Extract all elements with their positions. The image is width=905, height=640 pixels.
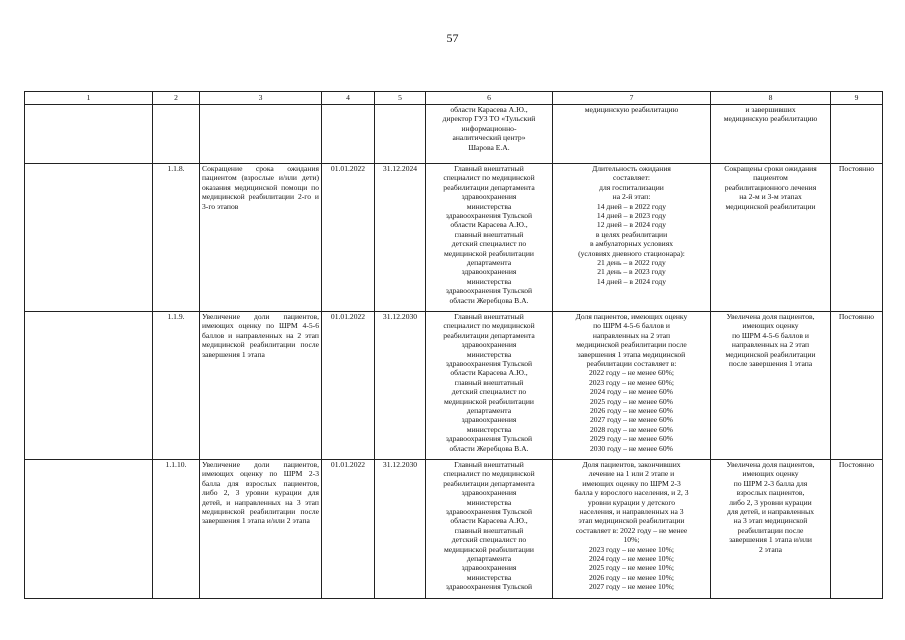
measure-title: Увеличение доли пациентов, имеющих оценку по ШРМ 4-5-6 баллов и направленных на 2 этап медицинской реабилитации после завершения 1 этапа bbox=[200, 312, 322, 460]
column-header: 2 bbox=[153, 92, 200, 105]
end-date: 31.12.2030 bbox=[375, 460, 426, 599]
frequency bbox=[831, 105, 883, 164]
row-blank-cell bbox=[25, 164, 153, 312]
column-header: 1 bbox=[25, 92, 153, 105]
responsible-persons: Главный внештатный специалист по медицинской реабилитации департамента здравоохранения министерства здравоохранения Тульской области Карасева А.Ю., главный внештатный детский специалист по медицинской реабилитации департамента здравоохранения министерства здравоохранения Тульской области Жеребцова В.А. bbox=[426, 164, 553, 312]
column-number-row bbox=[25, 92, 883, 105]
measure-number: 1.1.10. bbox=[153, 460, 200, 599]
column-header: 6 bbox=[426, 92, 553, 105]
measure-number: 1.1.8. bbox=[153, 164, 200, 312]
row-blank-cell bbox=[25, 312, 153, 460]
expected-result: и завершивших медицинскую реабилитацию bbox=[711, 105, 831, 164]
target-indicator: Доля пациентов, имеющих оценку по ШРМ 4-5-6 баллов и направленных на 2 этап медицинской реабилитации после завершения 1 этапа медицинской реабилитации составляет в: 2022 году – не менее 60%; 2023 году – не менее 60%; 2024 году – не менее 60% 2025 году – не менее 60% 2026 году – не менее 60% 2027 году – не менее 60% 2028 году – не менее 60% 2029 году – не менее 60% 2030 году – не менее 60% bbox=[553, 312, 711, 460]
column-header: 7 bbox=[553, 92, 711, 105]
end-date: 31.12.2024 bbox=[375, 164, 426, 312]
column-header: 9 bbox=[831, 92, 883, 105]
responsible-persons: области Карасева А.Ю., директор ГУЗ ТО «Тульский информационно- аналитический центр» Шарова Е.А. bbox=[426, 105, 553, 164]
expected-result: Увеличена доля пациентов, имеющих оценку по ШРМ 2-3 балла для взрослых пациентов, либо 2, 3 уровни курации для детей, и направленных на 3 этап медицинской реабилитации после завершения 1 этапа и/или 2 этапа bbox=[711, 460, 831, 599]
row-blank-cell bbox=[25, 460, 153, 599]
measure-number: 1.1.9. bbox=[153, 312, 200, 460]
measure-number bbox=[153, 105, 200, 164]
start-date: 01.01.2022 bbox=[322, 312, 375, 460]
table-row bbox=[25, 164, 883, 312]
page-number: 57 bbox=[446, 31, 459, 45]
target-indicator: Длительность ожидания составляет: для госпитализации на 2-й этап: 14 дней – в 2022 году 14 дней – в 2023 году 12 дней – в 2024 году в целях реабилитации в амбулаторных условиях (условиях дневного стационара): 21 день – в 2022 году 21 день – в 2023 году 14 дней – в 2024 году bbox=[553, 164, 711, 312]
start-date: 01.01.2022 bbox=[322, 460, 375, 599]
target-indicator: Доля пациентов, закончивших лечение на 1 или 2 этапе и имеющих оценку по ШРМ 2-3 балла у взрослого населения, и 2, 3 уровни курации у детского населения, и направленных на 3 этап медицинской реабилитации составляет в: 2022 году – не менее 10%; 2023 году – не менее 10%; 2024 году – не менее 10%; 2025 году – не менее 10%; 2026 году – не менее 10%; 2027 году – не менее 10%; bbox=[553, 460, 711, 599]
frequency: Постоянно bbox=[831, 164, 883, 312]
frequency: Постоянно bbox=[831, 312, 883, 460]
table-row bbox=[25, 460, 883, 599]
column-header: 8 bbox=[711, 92, 831, 105]
column-header: 5 bbox=[375, 92, 426, 105]
row-blank-cell bbox=[25, 105, 153, 164]
table-row bbox=[25, 105, 883, 164]
column-header: 4 bbox=[322, 92, 375, 105]
target-indicator: медицинскую реабилитацию bbox=[553, 105, 711, 164]
responsible-persons: Главный внештатный специалист по медицинской реабилитации департамента здравоохранения министерства здравоохранения Тульской области Карасева А.Ю., главный внештатный детский специалист по медицинской реабилитации департамента здравоохранения министерства здравоохранения Тульской области Жеребцова В.А. bbox=[426, 312, 553, 460]
frequency: Постоянно bbox=[831, 460, 883, 599]
responsible-persons: Главный внештатный специалист по медицинской реабилитации департамента здравоохранения министерства здравоохранения Тульской области Карасева А.Ю., главный внештатный детский специалист по медицинской реабилитации департамента здравоохранения министерства здравоохранения Тульской bbox=[426, 460, 553, 599]
expected-result: Увеличена доля пациентов, имеющих оценку по ШРМ 4-5-6 баллов и направленных на 2 этап медицинской реабилитации после завершения 1 этапа bbox=[711, 312, 831, 460]
end-date bbox=[375, 105, 426, 164]
measure-title: Сокращение срока ожидания пациентом (взрослые и/или дети) оказания медицинской помощи по медицинской реабилитации 2-го и 3-го этапов bbox=[200, 164, 322, 312]
table-row bbox=[25, 312, 883, 460]
start-date bbox=[322, 105, 375, 164]
measure-title bbox=[200, 105, 322, 164]
measures-table bbox=[24, 91, 883, 599]
column-header: 3 bbox=[200, 92, 322, 105]
end-date: 31.12.2030 bbox=[375, 312, 426, 460]
expected-result: Сокращены сроки ожидания пациентом реабилитационного лечения на 2-м и 3-м этапах медицинской реабилитации bbox=[711, 164, 831, 312]
measure-title: Увеличение доли пациентов, имеющих оценку по ШРМ 2-3 балла для взрослых пациентов, либо 2, 3 уровни курации для детей, и направленных на 3 этап медицинской реабилитации после завершения 1 этапа и/или 2 этапа bbox=[200, 460, 322, 599]
start-date: 01.01.2022 bbox=[322, 164, 375, 312]
